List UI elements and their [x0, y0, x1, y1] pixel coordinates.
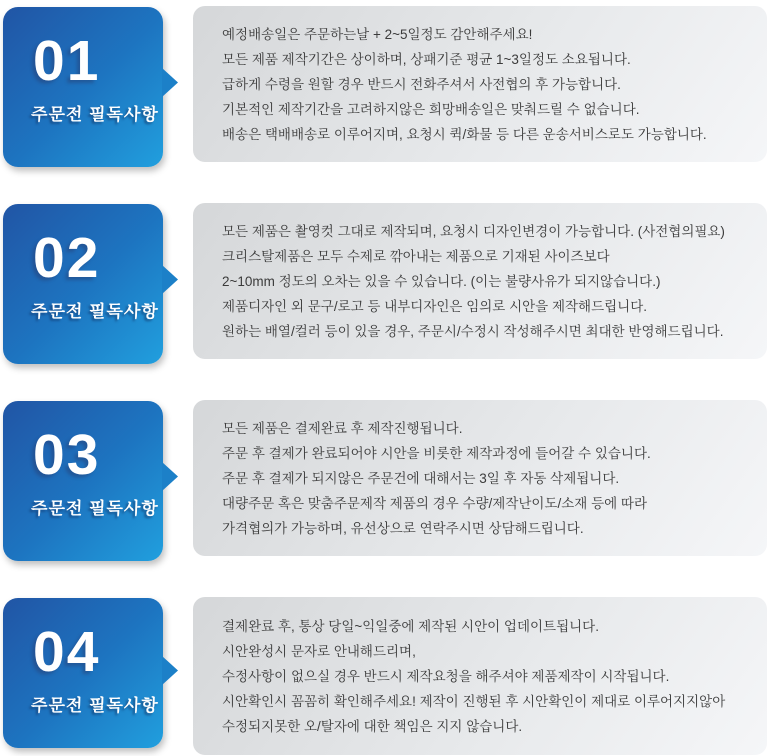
section-number: 04	[33, 620, 101, 684]
notice-section-3	[0, 400, 770, 568]
notice-line: 예정배송일은 주문하는날 + 2~5일정도 감안해주세요!	[222, 26, 533, 42]
section-number: 03	[33, 423, 101, 487]
notice-line: 급하게 수령을 원할 경우 반드시 전화주셔서 사전협의 후 가능합니다.	[222, 76, 621, 92]
section-number-badge	[3, 204, 163, 364]
notice-line: 가격협의가 가능하며, 유선상으로 연락주시면 상담해드립니다.	[222, 520, 584, 536]
notice-panel	[193, 597, 767, 755]
notice-line: 수정사항이 없으실 경우 반드시 제작요청을 해주셔야 제품제작이 시작됩니다.	[222, 668, 670, 684]
section-badge-label: 주문전 필독사항	[30, 105, 160, 124]
notice-line: 원하는 배열/컬러 등이 있을 경우, 주문시/수정시 작성해주시면 최대한 반영해드립니다.	[222, 323, 724, 339]
notice-section-2	[0, 203, 770, 371]
section-number-badge	[3, 7, 163, 167]
notice-line: 대량주문 혹은 맞춤주문제작 제품의 경우 수량/제작난이도/소재 등에 따라	[222, 495, 647, 511]
notice-line: 모든 제품 제작기간은 상이하며, 상패기준 평균 1~3일정도 소요됩니다.	[222, 51, 631, 67]
notice-line: 기본적인 제작기간을 고려하지않은 희망배송일은 맞춰드릴 수 없습니다.	[222, 101, 640, 117]
notice-line: 결제완료 후, 통상 당일~익일중에 제작된 시안이 업데이트됩니다.	[222, 618, 599, 634]
notice-line: 수정되지못한 오/탈자에 대한 책임은 지지 않습니다.	[222, 718, 523, 734]
notice-line: 크리스탈제품은 모두 수제로 깎아내는 제품으로 기재된 사이즈보다	[222, 248, 610, 264]
section-badge-label: 주문전 필독사항	[30, 302, 160, 321]
notice-panel	[193, 6, 767, 162]
notice-line: 모든 제품은 결제완료 후 제작진행됩니다.	[222, 420, 463, 436]
pointer-arrow-icon	[162, 68, 178, 97]
notice-line: 시안확인시 꼼꼼히 확인해주세요! 제작이 진행된 후 시안확인이 제대로 이루어지지않아	[222, 693, 726, 709]
notice-line: 모든 제품은 촬영컷 그대로 제작되며, 요청시 디자인변경이 가능합니다. (사전협의필요)	[222, 223, 725, 239]
section-number-badge	[3, 598, 163, 748]
notice-section-4	[0, 597, 770, 756]
section-badge-label: 주문전 필독사항	[30, 499, 160, 518]
notice-line: 주문 후 결제가 되지않은 주문건에 대해서는 3일 후 자동 삭제됩니다.	[222, 470, 620, 486]
notice-line: 2~10mm 정도의 오차는 있을 수 있습니다. (이는 불량사유가 되지않습니다.)	[222, 273, 661, 289]
notice-line: 제품디자인 외 문구/로고 등 내부디자인은 임의로 시안을 제작해드립니다.	[222, 298, 647, 314]
notice-section-1	[0, 6, 770, 174]
pointer-arrow-icon	[162, 265, 178, 294]
section-number: 01	[33, 29, 101, 93]
section-badge-label: 주문전 필독사항	[30, 696, 160, 715]
notice-panel	[193, 203, 767, 359]
notice-line: 주문 후 결제가 완료되어야 시안을 비롯한 제작과정에 들어갈 수 있습니다.	[222, 445, 651, 461]
notice-panel	[193, 400, 767, 556]
notice-line: 시안완성시 문자로 안내해드리며,	[222, 643, 416, 659]
pointer-arrow-icon	[162, 656, 178, 685]
pointer-arrow-icon	[162, 462, 178, 491]
section-number-badge	[3, 401, 163, 561]
notice-line: 배송은 택배배송로 이루어지며, 요청시 퀵/화물 등 다른 운송서비스로도 가능합니다.	[222, 126, 707, 142]
section-number: 02	[33, 226, 101, 290]
